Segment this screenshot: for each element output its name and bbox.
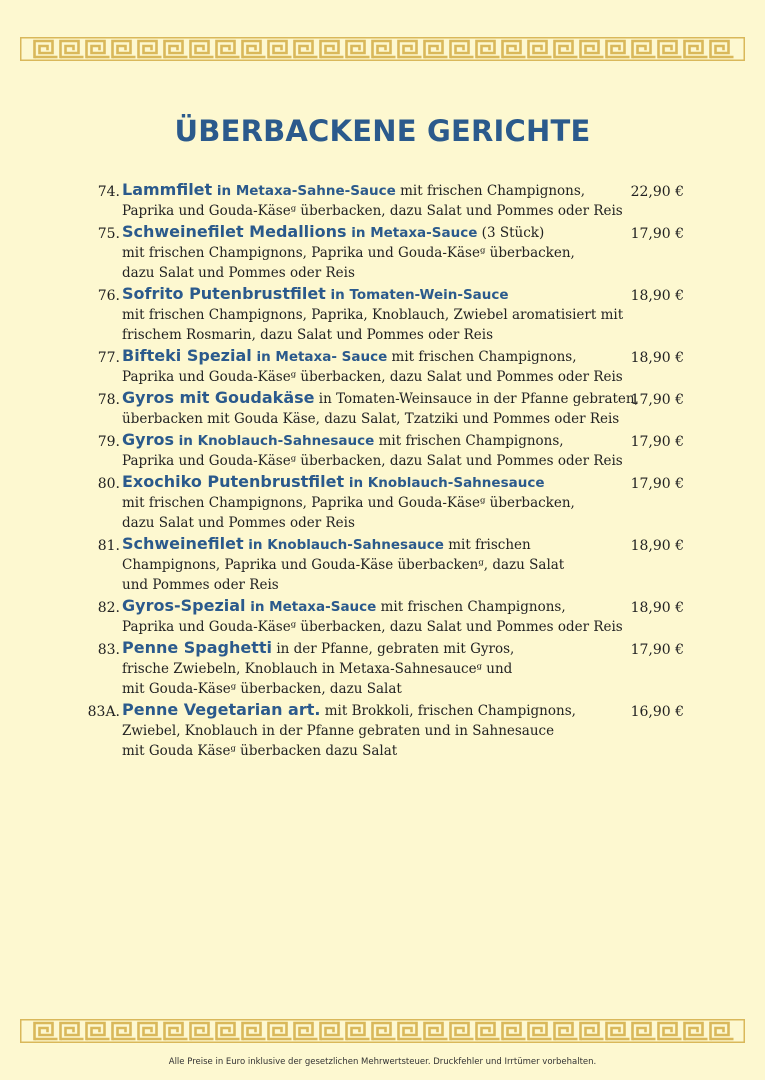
dish-description: in Tomaten-Weinsauce in der Pfanne gebraten, bbox=[314, 391, 639, 407]
menu-item bbox=[0, 430, 765, 471]
dish-sauce: in Knoblauch-Sahnesauce bbox=[173, 433, 375, 449]
dish-name: Exochiko Putenbrustfilet bbox=[122, 472, 345, 491]
dish-name: Gyros mit Goudakäse bbox=[122, 388, 315, 407]
dish-description: mit frischen Champignons, Paprika, Knoblauch, Zwiebel aromatisiert mit bbox=[122, 307, 624, 323]
item-price: 22,90 € bbox=[630, 184, 684, 200]
dish-name: Lammfilet bbox=[122, 180, 213, 199]
item-number: 77. bbox=[97, 350, 120, 366]
item-number: 78. bbox=[97, 392, 120, 408]
dish-description: mit frischen Champignons, bbox=[376, 599, 566, 615]
dish-description: mit Gouda Käseᵍ überbacken dazu Salat bbox=[122, 743, 398, 759]
dish-sauce: in Knoblauch-Sahnesauce bbox=[344, 475, 545, 491]
dish-name: Schweinefilet Medallions bbox=[122, 222, 347, 241]
dish-description: (3 Stück) bbox=[477, 225, 545, 241]
item-number: 82. bbox=[97, 600, 120, 616]
dish-description: überbacken mit Gouda Käse, dazu Salat, Tzatziki und Pommes oder Reis bbox=[122, 411, 620, 427]
menu-item bbox=[0, 472, 765, 533]
dish-description: mit frischen Champignons, bbox=[374, 433, 564, 449]
item-number: 83A. bbox=[87, 704, 120, 720]
item-price: 18,90 € bbox=[630, 538, 684, 554]
item-price: 18,90 € bbox=[630, 288, 684, 304]
menu-item bbox=[0, 638, 765, 699]
item-price: 16,90 € bbox=[630, 704, 684, 720]
dish-description: mit Brokkoli, frischen Champignons, bbox=[320, 703, 576, 719]
dish-description: dazu Salat und Pommes oder Reis bbox=[122, 515, 355, 531]
item-number: 79. bbox=[97, 434, 120, 450]
item-number: 81. bbox=[97, 538, 120, 554]
item-number: 76. bbox=[97, 288, 120, 304]
item-number: 80. bbox=[97, 476, 120, 492]
item-number: 75. bbox=[97, 226, 120, 242]
dish-description: Paprika und Gouda-Käseᵍ überbacken, dazu Salat und Pommes oder Reis bbox=[122, 619, 623, 635]
dish-description: mit frischen bbox=[443, 537, 531, 553]
greek-key-border-bottom bbox=[20, 1019, 745, 1043]
dish-description: und Pommes oder Reis bbox=[122, 577, 279, 593]
dish-description: mit frischen Champignons, Paprika und Gouda-Käseᵍ überbacken, bbox=[122, 495, 575, 511]
dish-sauce: in Metaxa-Sauce bbox=[245, 599, 377, 615]
dish-name: Bifteki Spezial bbox=[122, 346, 252, 365]
menu-item bbox=[0, 222, 765, 283]
item-price: 17,90 € bbox=[630, 476, 684, 492]
menu-item bbox=[0, 346, 765, 387]
menu-item bbox=[0, 284, 765, 345]
dish-name: Penne Vegetarian art. bbox=[122, 700, 321, 719]
dish-description: Zwiebel, Knoblauch in der Pfanne gebraten und in Sahnesauce bbox=[122, 723, 555, 739]
dish-sauce: in Metaxa- Sauce bbox=[251, 349, 388, 365]
menu-item bbox=[0, 180, 765, 221]
menu-list bbox=[0, 180, 765, 761]
item-price: 17,90 € bbox=[630, 392, 684, 408]
dish-description: Champignons, Paprika und Gouda-Käse überbackenᵍ, dazu Salat bbox=[122, 557, 565, 573]
item-price: 17,90 € bbox=[630, 434, 684, 450]
dish-description: mit frischen Champignons, Paprika und Gouda-Käseᵍ überbacken, bbox=[122, 245, 575, 261]
dish-sauce: in Knoblauch-Sahnesauce bbox=[243, 537, 444, 553]
dish-sauce: in Metaxa-Sahne-Sauce bbox=[212, 183, 396, 199]
dish-description: frischem Rosmarin, dazu Salat und Pommes oder Reis bbox=[122, 327, 494, 343]
item-price: 18,90 € bbox=[630, 350, 684, 366]
dish-name: Gyros bbox=[122, 430, 174, 449]
dish-name: Gyros-Spezial bbox=[122, 596, 246, 615]
dish-sauce: in Metaxa-Sauce bbox=[346, 225, 478, 241]
menu-item bbox=[0, 388, 765, 429]
dish-description: Paprika und Gouda-Käseᵍ überbacken, dazu Salat und Pommes oder Reis bbox=[122, 369, 623, 385]
dish-name: Schweinefilet bbox=[122, 534, 244, 553]
item-price: 17,90 € bbox=[630, 642, 684, 658]
menu-item bbox=[0, 700, 765, 761]
dish-description: mit frischen Champignons, bbox=[387, 349, 577, 365]
menu-item bbox=[0, 596, 765, 637]
dish-description: Paprika und Gouda-Käseᵍ überbacken, dazu Salat und Pommes oder Reis bbox=[122, 453, 623, 469]
item-price: 17,90 € bbox=[630, 226, 684, 242]
menu-item bbox=[0, 534, 765, 595]
item-number: 74. bbox=[97, 184, 120, 200]
dish-description: mit Gouda-Käseᵍ überbacken, dazu Salat bbox=[122, 681, 402, 697]
item-price: 18,90 € bbox=[630, 600, 684, 616]
footer-note: Alle Preise in Euro inklusive der gesetzlichen Mehrwertsteuer. Druckfehler und Irrtümer vorbehalten. bbox=[168, 1057, 597, 1067]
greek-key-border-top bbox=[20, 37, 745, 61]
dish-name: Sofrito Putenbrustfilet bbox=[122, 284, 326, 303]
dish-description: in der Pfanne, gebraten mit Gyros, bbox=[272, 641, 515, 657]
page-title: ÜBERBACKENE GERICHTE bbox=[174, 114, 591, 148]
dish-name: Penne Spaghetti bbox=[122, 638, 273, 657]
item-number: 83. bbox=[97, 642, 120, 658]
dish-description: dazu Salat und Pommes oder Reis bbox=[122, 265, 355, 281]
dish-description: mit frischen Champignons, bbox=[395, 183, 586, 199]
dish-description: frische Zwiebeln, Knoblauch in Metaxa-Sahnesauceᵍ und bbox=[122, 661, 513, 677]
dish-sauce: in Tomaten-Wein-Sauce bbox=[325, 287, 509, 303]
dish-description: Paprika und Gouda-Käseᵍ überbacken, dazu Salat und Pommes oder Reis bbox=[122, 203, 623, 219]
